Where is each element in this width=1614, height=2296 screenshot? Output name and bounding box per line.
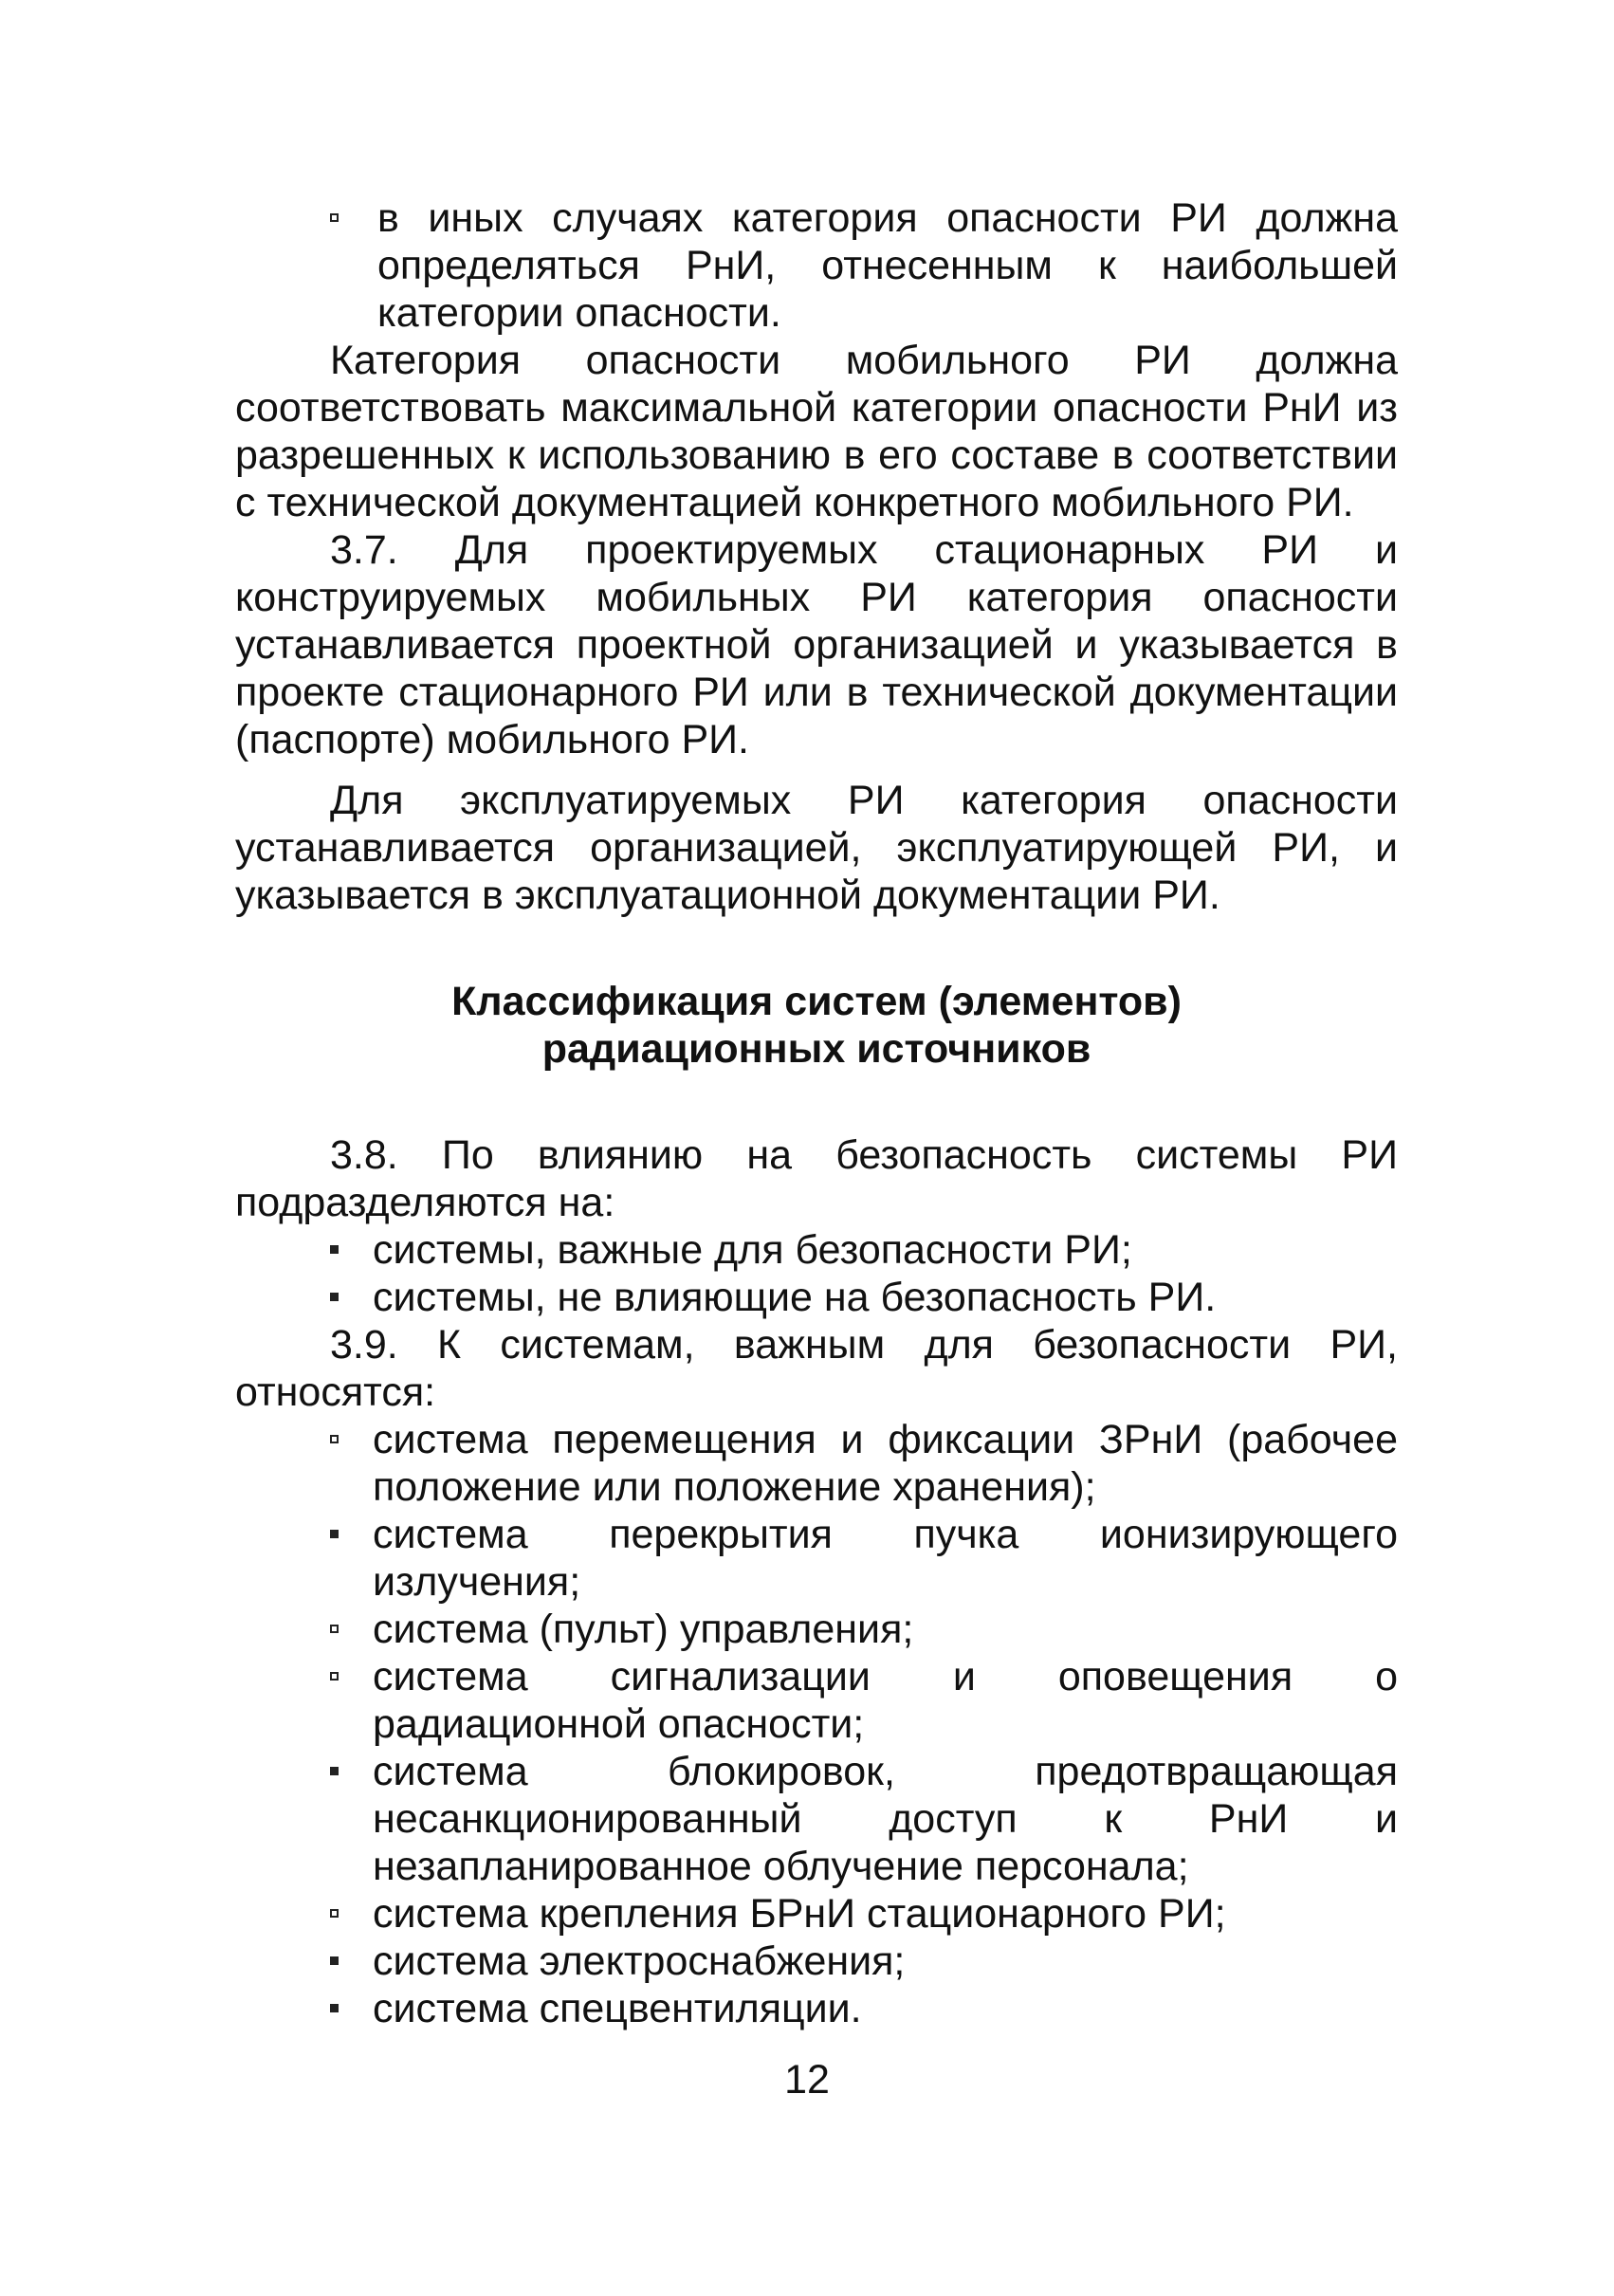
list-3-9: [235, 1416, 1398, 2032]
paragraph-operated-ri: Для эксплуатируемых РИ категория опасности устанавливается организацией, эксплуатирующей РИ, и указывается в эксплуатационной документации РИ.: [235, 778, 1398, 918]
list-item-text: система сигнализации и оповещения о радиационной опасности;: [373, 1654, 1398, 1747]
list-item: [235, 1748, 1398, 1890]
bullet-marker: [330, 1435, 339, 1443]
list-item-text: система блокировок, предотвращающая несанкционированный доступ к РнИ и незапланированное облучение персонала;: [373, 1749, 1398, 1889]
list-item: [235, 1653, 1398, 1748]
list-item: [235, 1274, 1398, 1321]
list-item-text: системы, важные для безопасности РИ;: [373, 1227, 1132, 1273]
list-3-8: [235, 1226, 1398, 1321]
bullet-marker: [330, 1672, 339, 1681]
list-item-text: система крепления БРнИ стационарного РИ;: [373, 1891, 1226, 1937]
section-heading-line-2: радиационных источников: [541, 1026, 1091, 1072]
list-item: [235, 1226, 1398, 1274]
list-item: [235, 1511, 1398, 1606]
page-content: [235, 194, 1398, 2032]
paragraph-3-9: 3.9. К системам, важным для безопасности РИ, относятся:: [235, 1322, 1398, 1415]
paragraph-3-8: 3.8. По влиянию на безопасность системы РИ подразделяются на:: [235, 1132, 1398, 1225]
bullet-marker: [330, 213, 339, 222]
list-item: [235, 1416, 1398, 1511]
bullet-marker: [330, 1767, 339, 1775]
bullet-marker: [330, 1293, 339, 1301]
list-item-text: система перемещения и фиксации ЗРнИ (рабочее положение или положение хранения);: [373, 1417, 1398, 1510]
list-item: [235, 1890, 1398, 1938]
bullet-marker: [330, 1909, 339, 1918]
list-item: [235, 194, 1398, 337]
paragraph-3-7: 3.7. Для проектируемых стационарных РИ и конструируемых мобильных РИ категория опасности устанавливается проектной организацией и указывается в проекте стационарного РИ или в технической документации (паспорте) мобильного РИ.: [235, 527, 1398, 762]
list-item-text: в иных случаях категория опасности РИ должна определяться РнИ, отнесенным к наибольшей категории опасности.: [377, 195, 1398, 336]
list-item: [235, 1985, 1398, 2032]
bullet-marker: [330, 1956, 339, 1965]
bullet-marker: [330, 1245, 339, 1254]
top-bullet-list: [235, 194, 1398, 337]
section-heading: [235, 978, 1398, 1073]
bullet-marker: [330, 1625, 339, 1633]
bullet-marker: [330, 1530, 339, 1538]
list-item: [235, 1938, 1398, 1985]
list-item-text: система перекрытия пучка ионизирующего излучения;: [373, 1512, 1398, 1605]
list-item-text: система электроснабжения;: [373, 1938, 906, 1984]
list-item: [235, 1606, 1398, 1653]
list-item-text: система (пульт) управления;: [373, 1607, 914, 1652]
list-item-text: системы, не влияющие на безопасность РИ.: [373, 1275, 1217, 1320]
section-heading-line-1: Классификация систем (элементов): [451, 979, 1182, 1024]
page-number: 12: [784, 2057, 830, 2103]
list-item-text: система спецвентиляции.: [373, 1986, 862, 2031]
bullet-marker: [330, 2004, 339, 2012]
paragraph-mobile-category: Категория опасности мобильного РИ должна соответствовать максимальной категории опасности РнИ из разрешенных к использованию в его составе в соответствии с технической документацией конкретного мобильного РИ.: [235, 338, 1398, 525]
